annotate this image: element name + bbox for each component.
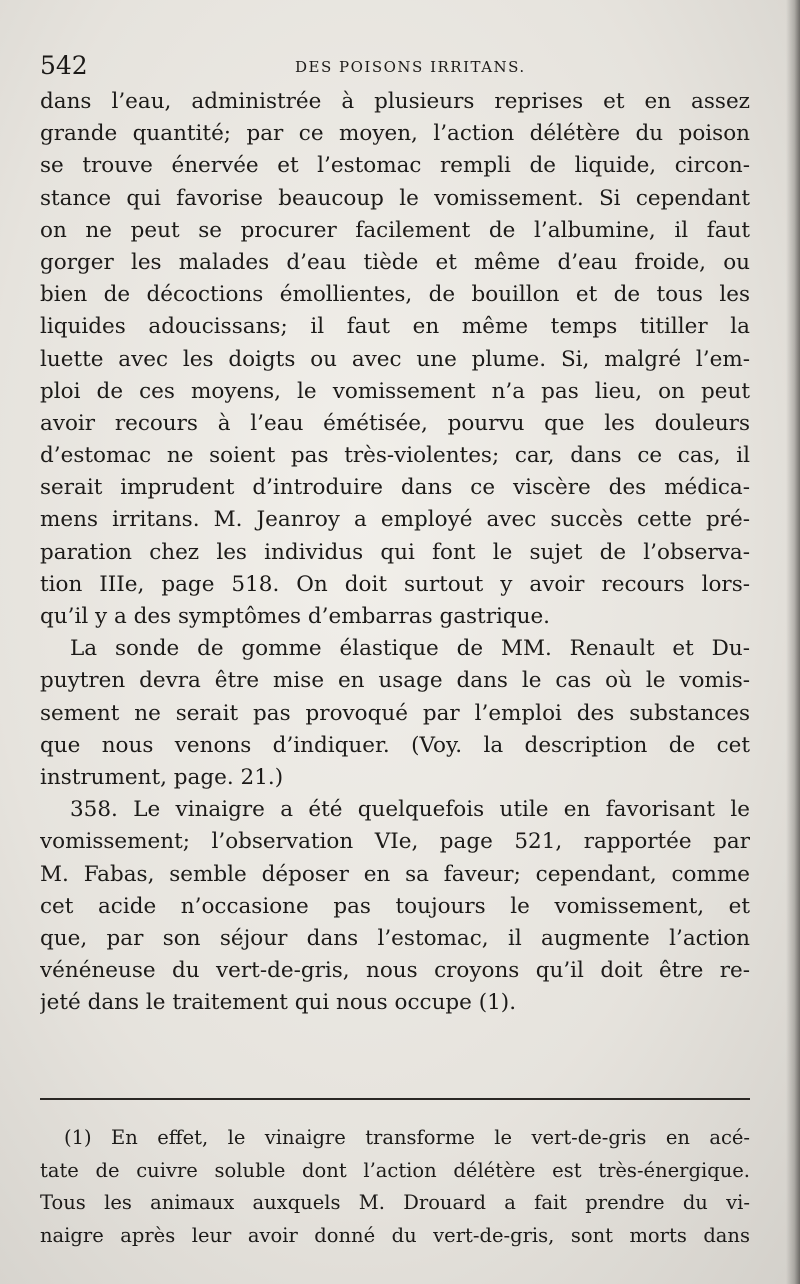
text-line: qu’il y a des symptômes d’embarras gastrique. <box>40 604 551 629</box>
text-line: cet acide n’occasione pas toujours le vomissement, et <box>40 893 750 919</box>
text-line: tion IIIe, page 518. On doit surtout y avoir recours lors- <box>40 571 750 597</box>
footnote <box>40 1122 750 1252</box>
page-header <box>40 50 740 82</box>
text-line: stance qui favorise beaucoup le vomissement. Si cependant <box>40 185 750 211</box>
text-line: vénéneuse du vert-de-gris, nous croyons qu’il doit être re- <box>40 958 750 984</box>
text-line: M. Fabas, semble déposer en sa faveur; cependant, comme <box>40 861 750 887</box>
text-line: paration chez les individus qui font le sujet de l’observa- <box>40 539 750 565</box>
text-line: grande quantité; par ce moyen, l’action délétère du poison <box>40 121 750 147</box>
text-line: mens irritans. M. Jeanroy a employé avec succès cette pré- <box>40 507 750 533</box>
text-line: bien de décoctions émollientes, de bouillon et de tous les <box>40 282 750 308</box>
text-line: sement ne serait pas provoqué par l’emploi des substances <box>40 700 750 726</box>
text-line: d’estomac ne soient pas très-violentes; car, dans ce cas, il <box>40 443 750 469</box>
page-edge-shadow <box>786 0 800 1284</box>
text-line: liquides adoucissans; il faut en même temps titiller la <box>40 314 750 340</box>
text-line: avoir recours à l’eau émétisée, pourvu que les douleurs <box>40 410 750 436</box>
main-text <box>40 86 750 1019</box>
text-line: que nous venons d’indiquer. (Voy. la description de cet <box>40 732 750 758</box>
footnote-line: naigre après leur avoir donné du vert-de-gris, sont morts dans <box>40 1223 750 1247</box>
text-line: ploi de ces moyens, le vomissement n’a pas lieu, on peut <box>40 378 750 404</box>
text-line: serait imprudent d’introduire dans ce viscère des médica- <box>40 475 750 501</box>
text-line: 358. Le vinaigre a été quelquefois utile en favorisant le <box>70 797 750 823</box>
text-line: dans l’eau, administrée à plusieurs reprises et en assez <box>40 89 750 114</box>
footnote-line: (1) En effet, le vinaigre transforme le vert-de-gris en acé- <box>64 1126 750 1149</box>
text-line: luette avec les doigts ou avec une plume. Si, malgré l’em- <box>40 346 750 372</box>
text-line: gorger les malades d’eau tiède et même d’eau froide, ou <box>40 249 750 275</box>
running-head: DES POISONS IRRITANS. <box>295 58 526 76</box>
text-line: que, par son séjour dans l’estomac, il augmente l’action <box>40 925 750 951</box>
text-line: jeté dans le traitement qui nous occupe (1). <box>40 990 517 1016</box>
footnote-line: tate de cuivre soluble dont l’action délétère est très-énergique. <box>40 1158 750 1182</box>
footnote-line: Tous les animaux auxquels M. Drouard a fait prendre du vi- <box>40 1191 750 1214</box>
footnote-divider <box>40 1098 750 1100</box>
text-line: La sonde de gomme élastique de MM. Renault et Du- <box>70 636 750 662</box>
page-number: 542 <box>40 51 88 80</box>
text-line: se trouve énervée et l’estomac rempli de liquide, circon- <box>40 153 750 179</box>
text-line: on ne peut se procurer facilement de l’albumine, il faut <box>40 217 750 243</box>
text-line: instrument, page. 21.) <box>40 764 284 790</box>
text-line: puytren devra être mise en usage dans le cas où le vomis- <box>40 668 750 694</box>
text-line: vomissement; l’observation VIe, page 521, rapportée par <box>40 829 750 855</box>
